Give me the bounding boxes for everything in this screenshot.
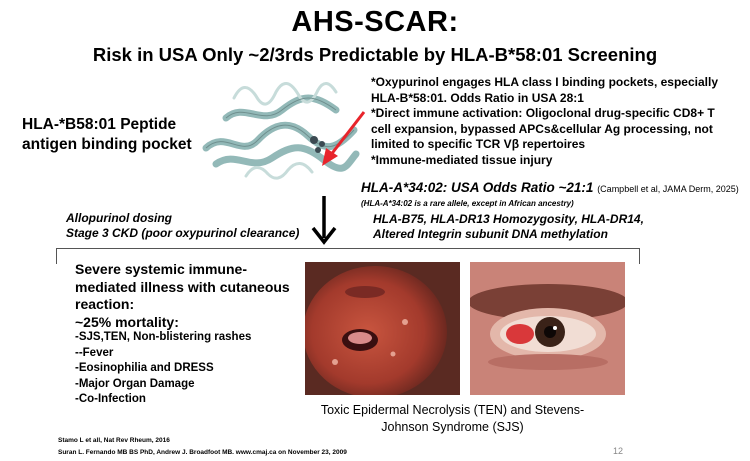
patient-eye-photo (470, 262, 625, 395)
mechanism-line: cell expansion, bypassed APCs&cellular Ag processing, not (371, 121, 713, 136)
illness-heading (75, 261, 290, 331)
hla-a-main: HLA-A*34:02: USA Odds Ratio ~21:1 (361, 180, 598, 195)
list-item: -Eosinophilia and DRESS (75, 362, 214, 375)
hla-factor-line: Altered Integrin subunit DNA methylation (373, 227, 608, 241)
peptide-label-line: HLA-*B58:01 Peptide (22, 116, 177, 133)
caption-line: Toxic Epidermal Necrolysis (TEN) and Stevens- (320, 403, 585, 417)
bracket-left (56, 248, 57, 264)
red-arrow-icon (318, 108, 368, 168)
hla-factor-line: HLA-B75, HLA-DR13 Homozygosity, HLA-DR14, (373, 212, 644, 226)
list-item: --Fever (75, 346, 114, 359)
hla-a-note: (HLA-A*34:02 is a rare allele, except in African ancestry) (361, 199, 574, 208)
page-number: 12 (613, 446, 624, 456)
dosing-text (66, 211, 299, 241)
illness-heading-line: ~25% mortality: (75, 313, 179, 330)
mechanism-line: HLA-B*58:01. Odds Ratio in USA 28:1 (371, 90, 584, 105)
list-item: -SJS,TEN, Non-blistering rashes (75, 331, 252, 343)
list-item: -Major Organ Damage (75, 377, 195, 390)
mechanism-line: *Oxypurinol engages HLA class I binding pockets, especially (371, 75, 718, 89)
down-arrow-icon (309, 194, 339, 246)
bracket-right (639, 248, 640, 264)
peptide-label-line: antigen binding pocket (22, 136, 192, 153)
mechanism-line: limited to specific TCR Vβ repertoires (371, 137, 586, 151)
hla-a-citation: (Campbell et al, JAMA Derm, 2025) (597, 184, 739, 194)
hla-a-odds-ratio (361, 180, 739, 195)
hla-other-factors (373, 212, 644, 242)
bracket-line (56, 248, 640, 249)
patient-face-photo (305, 262, 460, 395)
caption-line: Johnson Syndrome (SJS) (381, 420, 524, 434)
reference: Suran L. Fernando MB BS PhD, Andrew J. Broadfoot MB. www.cmaj.ca on November 23, 2009 (58, 449, 347, 456)
illness-heading-line: Severe systemic immune- (75, 261, 247, 277)
list-item: -Co-Infection (75, 393, 146, 406)
dosing-line: Allopurinol dosing (66, 211, 172, 225)
reference: Stamo L et all, Nat Rev Rheum, 2016 (58, 437, 170, 444)
slide-title: AHS-SCAR: (291, 6, 459, 38)
mechanism-line: *Direct immune activation: Oligoclonal drug-specific CD8+ T (371, 106, 715, 120)
slide-subtitle: Risk in USA Only ~2/3rds Predictable by HLA-B*58:01 Screening (92, 44, 658, 65)
photo-caption (290, 402, 615, 436)
peptide-label (22, 115, 192, 155)
illness-heading-line: mediated illness with cutaneous (75, 278, 290, 295)
illness-list (75, 330, 251, 408)
illness-heading-line: reaction: (75, 296, 135, 312)
mechanism-text (371, 75, 743, 168)
mechanism-line: *Immune-mediated tissue injury (371, 152, 553, 167)
dosing-line: Stage 3 CKD (poor oxypurinol clearance) (66, 226, 300, 240)
